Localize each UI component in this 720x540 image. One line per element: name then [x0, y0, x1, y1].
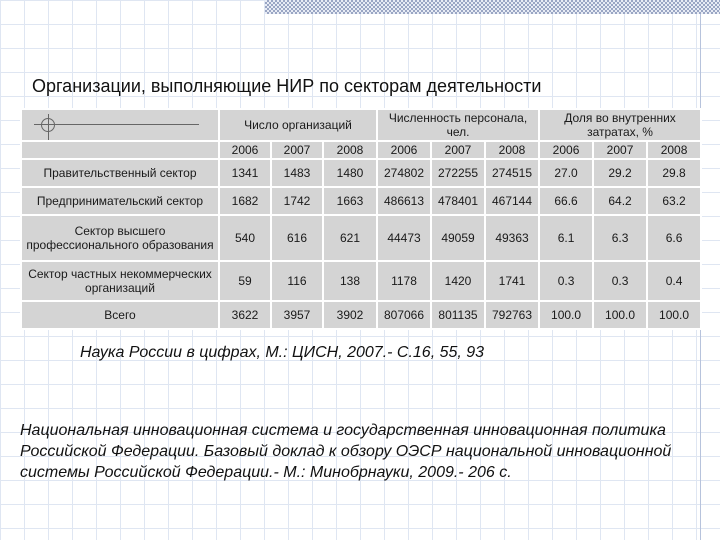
year-cell: 2006	[219, 141, 271, 159]
value-cell: 1480	[323, 159, 377, 187]
year-cell: 2008	[485, 141, 539, 159]
year-cell: 2007	[431, 141, 485, 159]
crosshair-decoration	[34, 124, 199, 125]
value-cell: 1178	[377, 261, 431, 301]
value-cell: 100.0	[539, 301, 593, 329]
value-cell: 6.3	[593, 215, 647, 261]
sector-table	[20, 108, 702, 330]
table-row	[21, 261, 701, 301]
slide-title: Организации, выполняющие НИР по секторам деятельности	[32, 76, 542, 96]
source-citation: Наука России в цифрах, М.: ЦИСН, 2007.- С.16, 55, 93	[80, 344, 485, 361]
value-cell: 27.0	[539, 159, 593, 187]
value-cell: 100.0	[593, 301, 647, 329]
value-cell: 66.6	[539, 187, 593, 215]
value-cell: 100.0	[647, 301, 701, 329]
reference-citation: Национальная инновационная система и государственная инновационная политика Российской Федерации. Базовый доклад к обзору ОЭСР национальной инновационной системы Российской Федерации.- М.: Минобрнауки, 2009.- 206 с.	[20, 422, 672, 481]
row-label: Всего	[21, 301, 219, 329]
header-personnel: Численность персонала, чел.	[377, 109, 539, 141]
value-cell: 3622	[219, 301, 271, 329]
value-cell: 1682	[219, 187, 271, 215]
value-cell: 274515	[485, 159, 539, 187]
value-cell: 0.3	[593, 261, 647, 301]
value-cell: 3902	[323, 301, 377, 329]
row-label: Сектор частных некоммерческих организаций	[21, 261, 219, 301]
value-cell: 467144	[485, 187, 539, 215]
value-cell: 274802	[377, 159, 431, 187]
table-row	[21, 187, 701, 215]
value-cell: 6.6	[647, 215, 701, 261]
corner-cell	[21, 109, 219, 141]
value-cell: 540	[219, 215, 271, 261]
row-label: Сектор высшего профессионального образования	[21, 215, 219, 261]
value-cell: 616	[271, 215, 323, 261]
year-cell: 2007	[271, 141, 323, 159]
table-row-total	[21, 301, 701, 329]
value-cell: 59	[219, 261, 271, 301]
value-cell: 272255	[431, 159, 485, 187]
year-cell: 2008	[323, 141, 377, 159]
value-cell: 29.8	[647, 159, 701, 187]
value-cell: 64.2	[593, 187, 647, 215]
data-table-panel	[20, 108, 700, 328]
header-org-count: Число организаций	[219, 109, 377, 141]
row-label: Правительственный сектор	[21, 159, 219, 187]
value-cell: 1420	[431, 261, 485, 301]
table-row	[21, 159, 701, 187]
years-row-label	[21, 141, 219, 159]
year-cell: 2006	[539, 141, 593, 159]
year-cell: 2006	[377, 141, 431, 159]
value-cell: 3957	[271, 301, 323, 329]
header-expense-share: Доля во внутренних затратах, %	[539, 109, 701, 141]
value-cell: 1742	[271, 187, 323, 215]
years-row	[21, 141, 701, 159]
value-cell: 0.4	[647, 261, 701, 301]
value-cell: 478401	[431, 187, 485, 215]
value-cell: 63.2	[647, 187, 701, 215]
year-cell: 2007	[593, 141, 647, 159]
value-cell: 1663	[323, 187, 377, 215]
crosshair-circle	[41, 118, 55, 132]
value-cell: 116	[271, 261, 323, 301]
value-cell: 486613	[377, 187, 431, 215]
row-label: Предпринимательский сектор	[21, 187, 219, 215]
value-cell: 801135	[431, 301, 485, 329]
value-cell: 621	[323, 215, 377, 261]
value-cell: 1483	[271, 159, 323, 187]
decorative-checker-band	[265, 0, 720, 14]
year-cell: 2008	[647, 141, 701, 159]
value-cell: 0.3	[539, 261, 593, 301]
value-cell: 792763	[485, 301, 539, 329]
value-cell: 1341	[219, 159, 271, 187]
value-cell: 807066	[377, 301, 431, 329]
value-cell: 49059	[431, 215, 485, 261]
value-cell: 29.2	[593, 159, 647, 187]
value-cell: 138	[323, 261, 377, 301]
value-cell: 1741	[485, 261, 539, 301]
value-cell: 6.1	[539, 215, 593, 261]
value-cell: 44473	[377, 215, 431, 261]
value-cell: 49363	[485, 215, 539, 261]
table-row	[21, 215, 701, 261]
